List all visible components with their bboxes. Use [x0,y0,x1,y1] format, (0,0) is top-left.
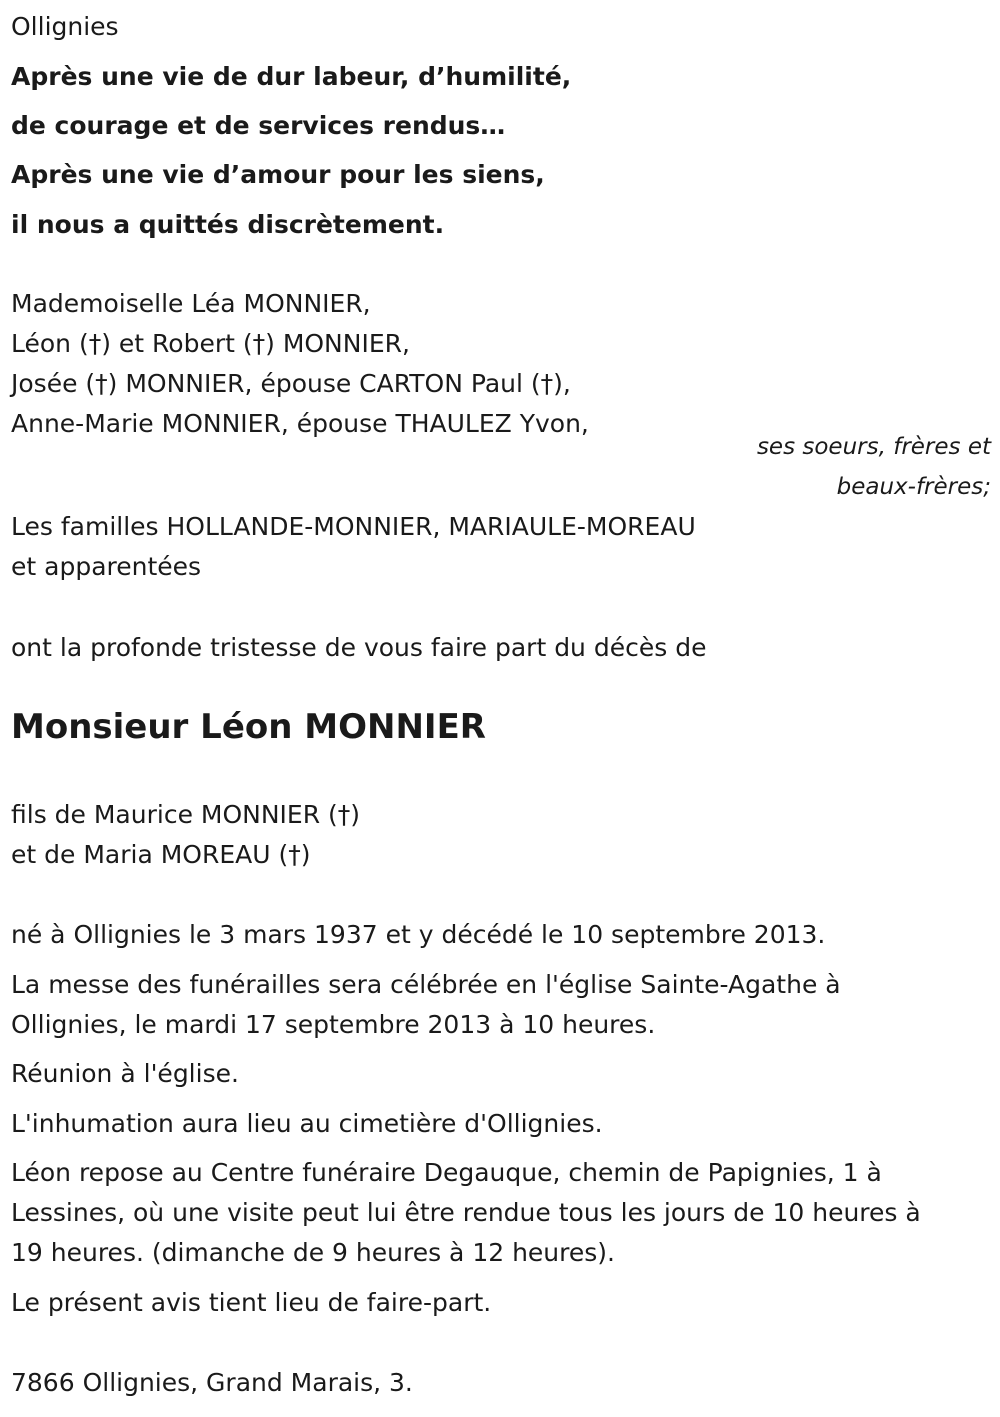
birth-death-line: né à Ollignies le 3 mars 1937 et y décédé le 10 septembre 2013. [11,920,826,949]
families-line: et apparentées [11,552,202,581]
parents-line: et de Maria MOREAU (†) [11,840,311,869]
family-member: Josée (†) MONNIER, épouse CARTON Paul (†), [11,369,571,398]
funeral-line: Ollignies, le mardi 17 septembre 2013 à 10 heures. [11,1010,656,1039]
place-heading: Ollignies [11,12,119,41]
visitation-line: Lessines, où une visite peut lui être rendue tous les jours de 10 heures à [11,1198,921,1227]
burial-line: L'inhumation aura lieu au cimetière d'Ollignies. [11,1109,603,1138]
poem-line: Après une vie de dur labeur, d’humilité, [11,62,572,91]
family-member: Anne-Marie MONNIER, épouse THAULEZ Yvon, [11,409,589,438]
poem-line: il nous a quittés discrètement. [11,210,445,239]
deceased-name: Monsieur Léon MONNIER [11,707,486,747]
family-role: beaux-frères; [836,474,991,500]
family-member: Mademoiselle Léa MONNIER, [11,289,371,318]
address-line: 7866 Ollignies, Grand Marais, 3. [11,1368,413,1397]
obituary-notice [11,0,991,1417]
families-line: Les familles HOLLANDE-MONNIER, MARIAULE-MOREAU [11,512,696,541]
poem-line: Après une vie d’amour pour les siens, [11,160,545,189]
notice-line: Le présent avis tient lieu de faire-part. [11,1288,492,1317]
parents-line: fils de Maurice MONNIER (†) [11,800,361,829]
meeting-line: Réunion à l'église. [11,1059,239,1088]
announcement: ont la profonde tristesse de vous faire part du décès de [11,633,707,662]
funeral-line: La messe des funérailles sera célébrée en l'église Sainte-Agathe à [11,970,841,999]
visitation-line: Léon repose au Centre funéraire Degauque, chemin de Papignies, 1 à [11,1158,882,1187]
family-role: ses soeurs, frères et [756,434,991,460]
visitation-line: 19 heures. (dimanche de 9 heures à 12 heures). [11,1238,615,1267]
poem-line: de courage et de services rendus… [11,111,506,140]
family-member: Léon (†) et Robert (†) MONNIER, [11,329,410,358]
